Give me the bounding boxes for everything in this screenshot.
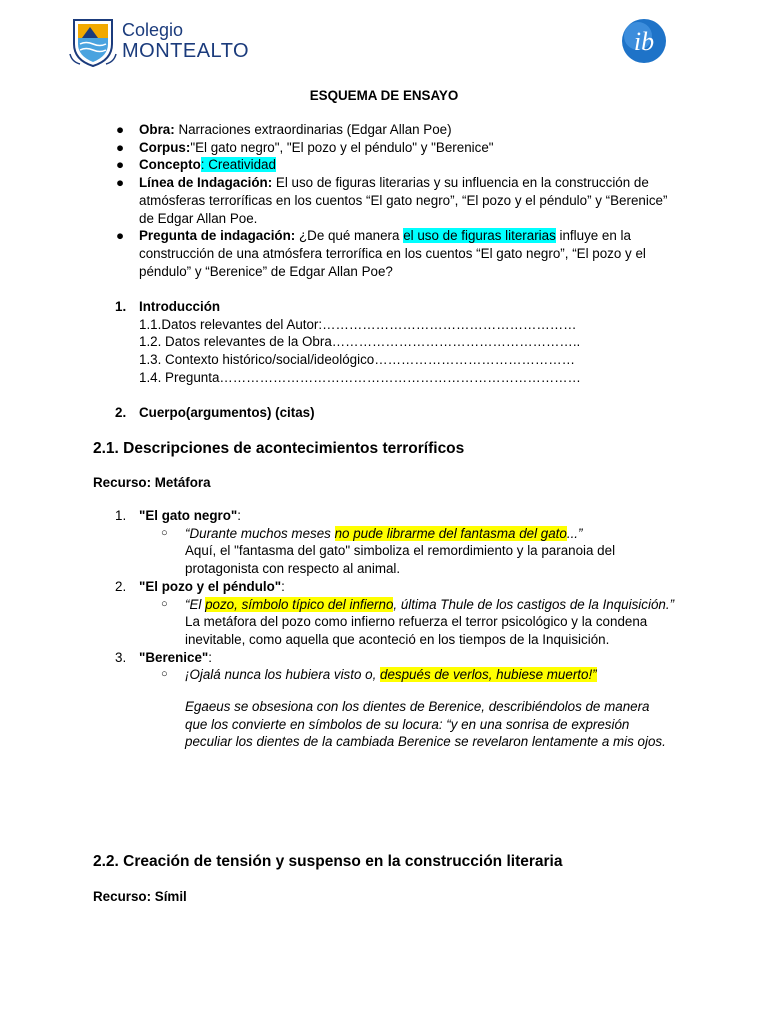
example-3-explanation: Egaeus se obsesiona con los dientes de Berenice, describiéndolos de manera que los convierte en símbolos de su locura: “y en una sonrisa de expresión peculiar los dientes de la cambiada Berenice se revelaron lentamente a mis ojos.: [185, 699, 666, 750]
outline-cuerpo: [115, 404, 675, 422]
example-2-quote-pre: “El: [185, 596, 206, 612]
example-1: [115, 507, 675, 525]
section-2-2-recurso: Recurso: Símil: [93, 889, 187, 904]
example-1-quote-highlight: no pude librarme del fantasma del gato: [334, 525, 567, 541]
bullet-pregunta: [112, 227, 672, 280]
example-1-explanation: Aquí, el "fantasma del gato" simboliza el remordimiento y la paranoia del protagonista con respecto al animal.: [185, 543, 616, 577]
school-name-line1: Colegio: [122, 20, 184, 40]
example-2-detail: [115, 596, 675, 649]
outline-sub-3: 1.3. Contexto histórico/social/ideológico………………………………………: [139, 352, 576, 368]
outline-item-1-label: Introducción: [139, 299, 221, 314]
example-3: [115, 649, 675, 667]
example-1-detail: [115, 525, 675, 578]
example-3-detail: [115, 666, 675, 751]
section-2-1-recurso: Recurso: Metáfora: [93, 475, 211, 490]
linea-label: Línea de Indagación:: [139, 175, 273, 191]
outline-item-2-label: Cuerpo(argumentos) (citas): [139, 405, 315, 420]
example-2-quote-highlight: pozo, símbolo típico del infierno: [205, 596, 394, 612]
example-2-number: 2.: [115, 578, 127, 594]
obra-label: Obra:: [139, 122, 175, 137]
circle-bullet-icon: ○: [161, 526, 168, 539]
bullet-dot-icon: ●: [116, 157, 125, 173]
pregunta-pre: ¿De qué manera: [295, 228, 404, 244]
bullet-linea: [112, 174, 672, 227]
example-3-quote-highlight: después de verlos, hubiese muerto!”: [380, 667, 597, 683]
outline-item-2-number: 2.: [115, 405, 127, 420]
example-3-number: 3.: [115, 649, 127, 665]
example-3-colon: :: [208, 649, 213, 665]
bullet-obra: [112, 121, 672, 139]
circle-bullet-icon: ○: [161, 597, 168, 610]
concepto-text: : Creatividad: [200, 157, 276, 173]
document-title: ESQUEMA DE ENSAYO: [309, 88, 459, 103]
bullet-dot-icon: ●: [116, 175, 125, 191]
section-2-2-heading: 2.2. Creación de tensión y suspenso en la construcción literaria: [93, 853, 563, 870]
ib-logo-text: ib: [633, 27, 655, 56]
circle-bullet-icon: ○: [161, 668, 168, 681]
outline-sub-1: 1.1.Datos relevantes del Autor:…………………………………………………: [139, 316, 577, 332]
example-1-quote-post: ...”: [566, 525, 583, 541]
outline-sub-4: 1.4. Pregunta………………………………………………………………………: [139, 369, 581, 385]
example-2-title: "El pozo y el péndulo": [139, 578, 282, 594]
bullet-dot-icon: ●: [116, 228, 125, 244]
bullet-list: [112, 121, 672, 280]
obra-text: Narraciones extraordinarias (Edgar Allan Poe): [174, 122, 452, 137]
section-2-1-heading: 2.1. Descripciones de acontecimientos terroríficos: [93, 440, 465, 457]
pregunta-highlight: el uso de figuras literarias: [403, 228, 556, 244]
outline-sub-2: 1.2. Datos relevantes de la Obra………………………………………………..: [139, 334, 581, 350]
bullet-dot-icon: ●: [116, 122, 125, 137]
linea-text: El uso de figuras literarias y su influencia en la construcción de atmósferas terroríficas en los cuentos “El gato negro”, “El pozo y el péndulo” y “Berenice” de Edgar Allan Poe.: [139, 175, 668, 226]
corpus-label: Corpus:: [139, 139, 191, 155]
example-1-title: "El gato negro": [139, 508, 238, 523]
examples-list: [115, 507, 675, 751]
ib-logo-icon: [614, 16, 670, 66]
concepto-label: Concepto: [139, 157, 201, 173]
example-2-explanation: La metáfora del pozo como infierno refuerza el terror psicológico y la condena inevitable, como aquella que aconteció en los tiempos de la Inquisición.: [185, 614, 648, 647]
outline-item-2: [115, 404, 675, 422]
pregunta-post: influye en la construcción de una atmósfera terrorífica en los cuentos “El gato negro”, “El pozo y el péndulo” y “Berenice” de Edgar Allan Poe?: [139, 228, 646, 279]
example-1-quote-pre: “Durante muchos meses: [185, 525, 335, 541]
example-2-colon: :: [281, 578, 285, 594]
example-3-title: "Berenice": [139, 649, 209, 665]
bullet-dot-icon: ●: [116, 139, 125, 155]
school-name: [122, 20, 249, 62]
example-3-quote-pre: ¡Ojalá nunca los hubiera visto o,: [185, 667, 381, 683]
bullet-concepto: [112, 156, 672, 174]
school-logo: [68, 14, 258, 68]
bullet-corpus: [112, 139, 672, 157]
example-2-quote-post: , última Thule de los castigos de la Inquisición.”: [393, 596, 675, 612]
example-1-colon: :: [237, 508, 241, 523]
example-2: [115, 578, 675, 596]
school-crest-icon: [68, 14, 118, 68]
outline-introduccion: [115, 298, 675, 387]
pregunta-label: Pregunta de indagación:: [139, 228, 296, 244]
example-1-number: 1.: [115, 508, 127, 523]
outline-item-1: [115, 298, 675, 387]
school-name-line2: MONTEALTO: [122, 40, 250, 62]
corpus-text: "El gato negro", "El pozo y el péndulo" y "Berenice": [190, 139, 494, 155]
outline-item-1-number: 1.: [115, 299, 127, 314]
